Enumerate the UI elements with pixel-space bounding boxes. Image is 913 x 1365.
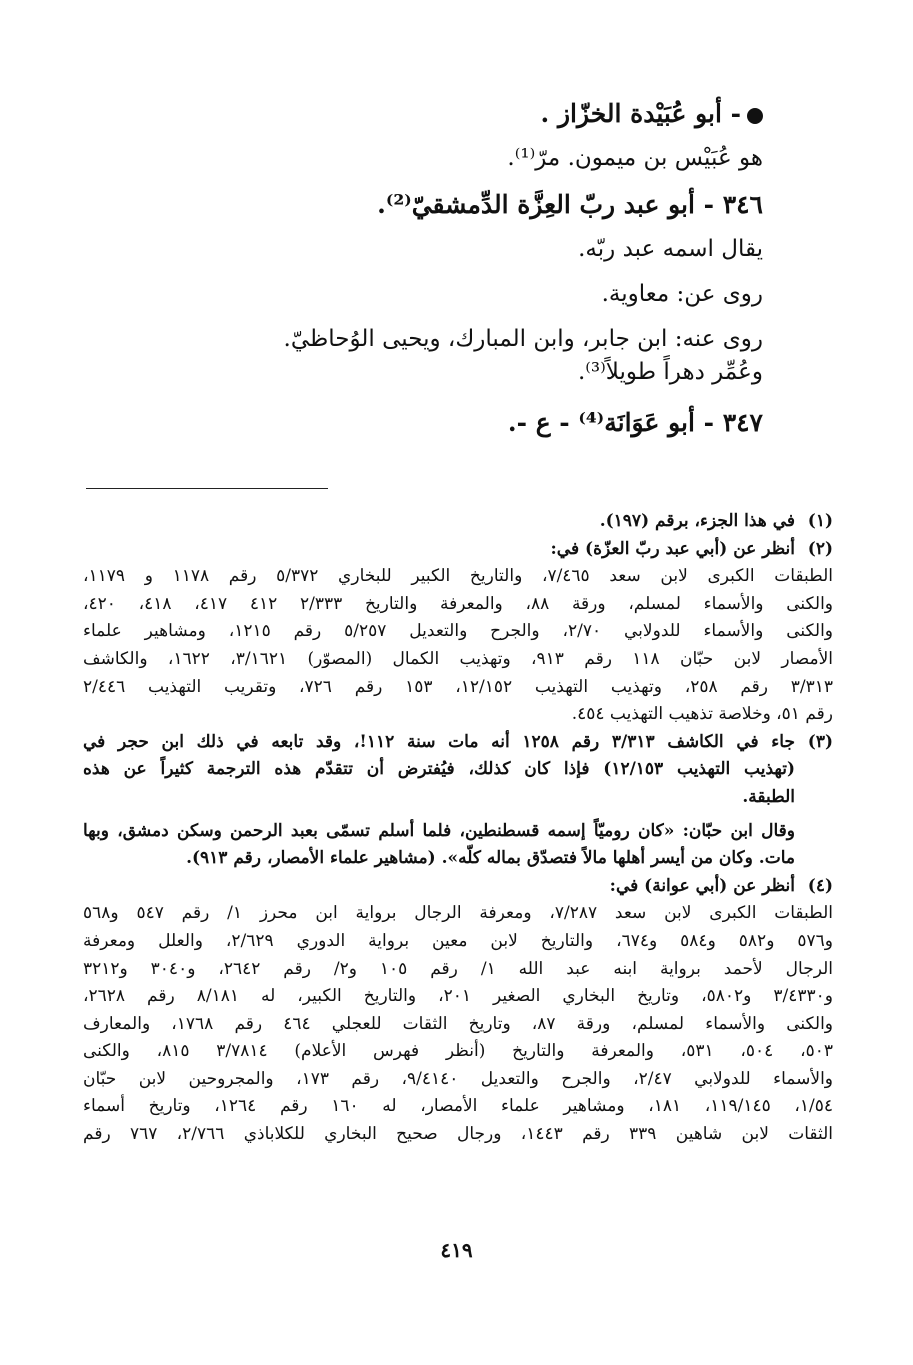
entry-line: روى عن: معاوية. — [601, 281, 763, 307]
footnote-line: الطبقة. — [742, 786, 795, 807]
footnote-continuation — [83, 900, 833, 1148]
entry-line: يقال اسمه عبد ربّه. — [578, 236, 763, 262]
footnote — [83, 873, 833, 901]
main-text — [123, 92, 763, 445]
footnote-line: والأسماء للدولابي ٢/٤٧، والجرح والتعديل ٩/٤١٤٠، رقم ١٧٣، والمجروحين لابن حبّان — [83, 1068, 834, 1089]
entry-line: هو عُبَيْس بن ميمون. مرّ⁽¹⁾. — [507, 145, 763, 171]
bullet-icon — [747, 108, 763, 124]
footnote-line: وقال ابن حبّان: «كان روميّاً إسمه قسطنطين، فلما أسلم تسمّى بعبد الرحمن وسكن دمشق، وبها — [83, 820, 795, 841]
footnote-line: الأمصار لابن حبّان ١١٨ رقم ٩١٣، وتهذيب الكمال (المصوّر) ٣/١٦٢١، ١٦٢٢، والكاشف — [83, 648, 834, 669]
footnote-line: أنظر عن (أبي عبد ربّ العزّة) في: — [550, 538, 795, 559]
footnote-line: والكنى والأسماء لمسلم، ورقة ٨٨، والمعرفة والتاريخ ٢/٣٣٣ ٤١٢ ٤١٧، ٤١٨، ٤٢٠، — [83, 593, 834, 614]
footnote-continuation — [83, 563, 833, 729]
footnote-line: الثقات لابن شاهين ٣٣٩ رقم ١٤٤٣، ورجال صحيح البخاري للكلاباذي ٢/٧٦٦، ٧٦٧ رقم — [83, 1124, 834, 1145]
footnote-number: (٤) — [807, 875, 833, 896]
footnote-line: (تهذيب التهذيب ١٢/١٥٣) فإذا كان كذلك، فيُفترض أن تتقدّم هذه الترجمة كثيراً عن هذه — [83, 759, 795, 780]
entry-heading: ٣٤٦ - أبو عبد ربّ العِزَّة الدِّمشقيّ⁽²⁾. — [377, 190, 763, 219]
footnote-line: مات. وكان من أيسر أهلها مالاً فتصدّق بماله كلّه». (مشاهير علماء الأمصار، رقم ٩١٣). — [186, 848, 795, 869]
footnote-number: (٣) — [807, 731, 833, 752]
footnote-line: و٣/٤٣٣٠ و٥٨٠٢، وتاريخ البخاري الصغير ٢٠١، والتاريخ الكبير، له ٨/١٨١ رقم ٢٦٢٨، — [83, 986, 833, 1007]
footnote — [83, 508, 833, 536]
footnote-line: في هذا الجزء، برقم (١٩٧). — [599, 511, 795, 531]
entry-heading: ٣٤٧ - أبو عَوَانَة⁽⁴⁾ - ع -. — [507, 408, 763, 437]
entry-heading: - أبو عُبَيْدة الخزّاز . — [123, 92, 763, 136]
footnote-number: (١) — [807, 511, 833, 531]
footnote-line: ٣/٣١٣ رقم ٢٥٨، وتهذيب التهذيب ١٢/١٥٢، ١٥٣ رقم ٧٢٦، وتقريب التهذيب ٢/٤٤٦ — [83, 676, 833, 697]
footnote-line: والكنى والأسماء للدولابي ٢/٧٠، والجرح والتعديل ٥/٢٥٧ رقم ١٢١٥، ومشاهير علماء — [83, 621, 834, 642]
page-number: ٤١٩ — [440, 1238, 473, 1262]
footnote — [83, 729, 833, 873]
footnote-line: و٥٧٦ و٥٨٢ و٥٨٤ و٦٧٤، والتاريخ لابن معين برواية الدوري ٢/٦٢٩، والعلل ومعرفة — [83, 930, 834, 951]
footnote — [83, 536, 833, 564]
footnote-number: (٢) — [807, 538, 833, 559]
footnote-line: ١/٥٤، ١١٩/١٤٥، ١٨١، ومشاهير علماء الأمصار، له ١٦٠ رقم ١٢٦٤، وتاريخ أسماء — [83, 1096, 834, 1117]
footnote-line: أنظر عن (أبي عوانة) في: — [609, 875, 795, 896]
footnote-line: والكنى والأسماء لمسلم، ورقة ٨٧، وتاريخ الثقات للعجلي ٤٦٤ رقم ١٧٦٨، والمعارف — [83, 1013, 834, 1034]
footnote-line: الطبقات الكبرى لابن سعد ٧/٢٨٧، ومعرفة الرجال برواية ابن محرز ١/ رقم ٥٤٧ و٥٦٨ — [83, 903, 833, 924]
footnotes — [83, 508, 833, 1149]
entry-line: روى عنه: ابن جابر، وابن المبارك، ويحيى الوُحاظيّ. — [283, 326, 763, 352]
footnote-line: جاء في الكاشف ٣/٣١٣ رقم ١٢٥٨ أنه مات سنة ١١٢!، وقد تابعه في ذلك ابن حجر في — [83, 731, 795, 752]
footnote-line: رقم ٥١، وخلاصة تذهيب التهذيب ٤٥٤. — [571, 704, 833, 725]
entry-line: وعُمِّر دهراً طويلاً⁽³⁾. — [577, 359, 763, 385]
footnote-line: الرجال لأحمد برواية ابنه عبد الله ١/ رقم ١٠٥ و٢/ رقم ٢٦٤٢، و٣٠٤٠ و٣٢١٢ — [83, 958, 833, 979]
footnote-separator — [86, 488, 328, 489]
footnote-line: ٥٠٣، ٥٠٤، ٥٣١، والمعرفة والتاريخ (أنظر فهرس الأعلام) ٣/٧٨١٤ ٨١٥، والكنى — [83, 1041, 833, 1062]
footnote-line: الطبقات الكبرى لابن سعد ٧/٤٦٥، والتاريخ الكبير للبخاري ٥/٣٧٢ رقم ١١٧٨ و ١١٧٩، — [83, 566, 833, 587]
